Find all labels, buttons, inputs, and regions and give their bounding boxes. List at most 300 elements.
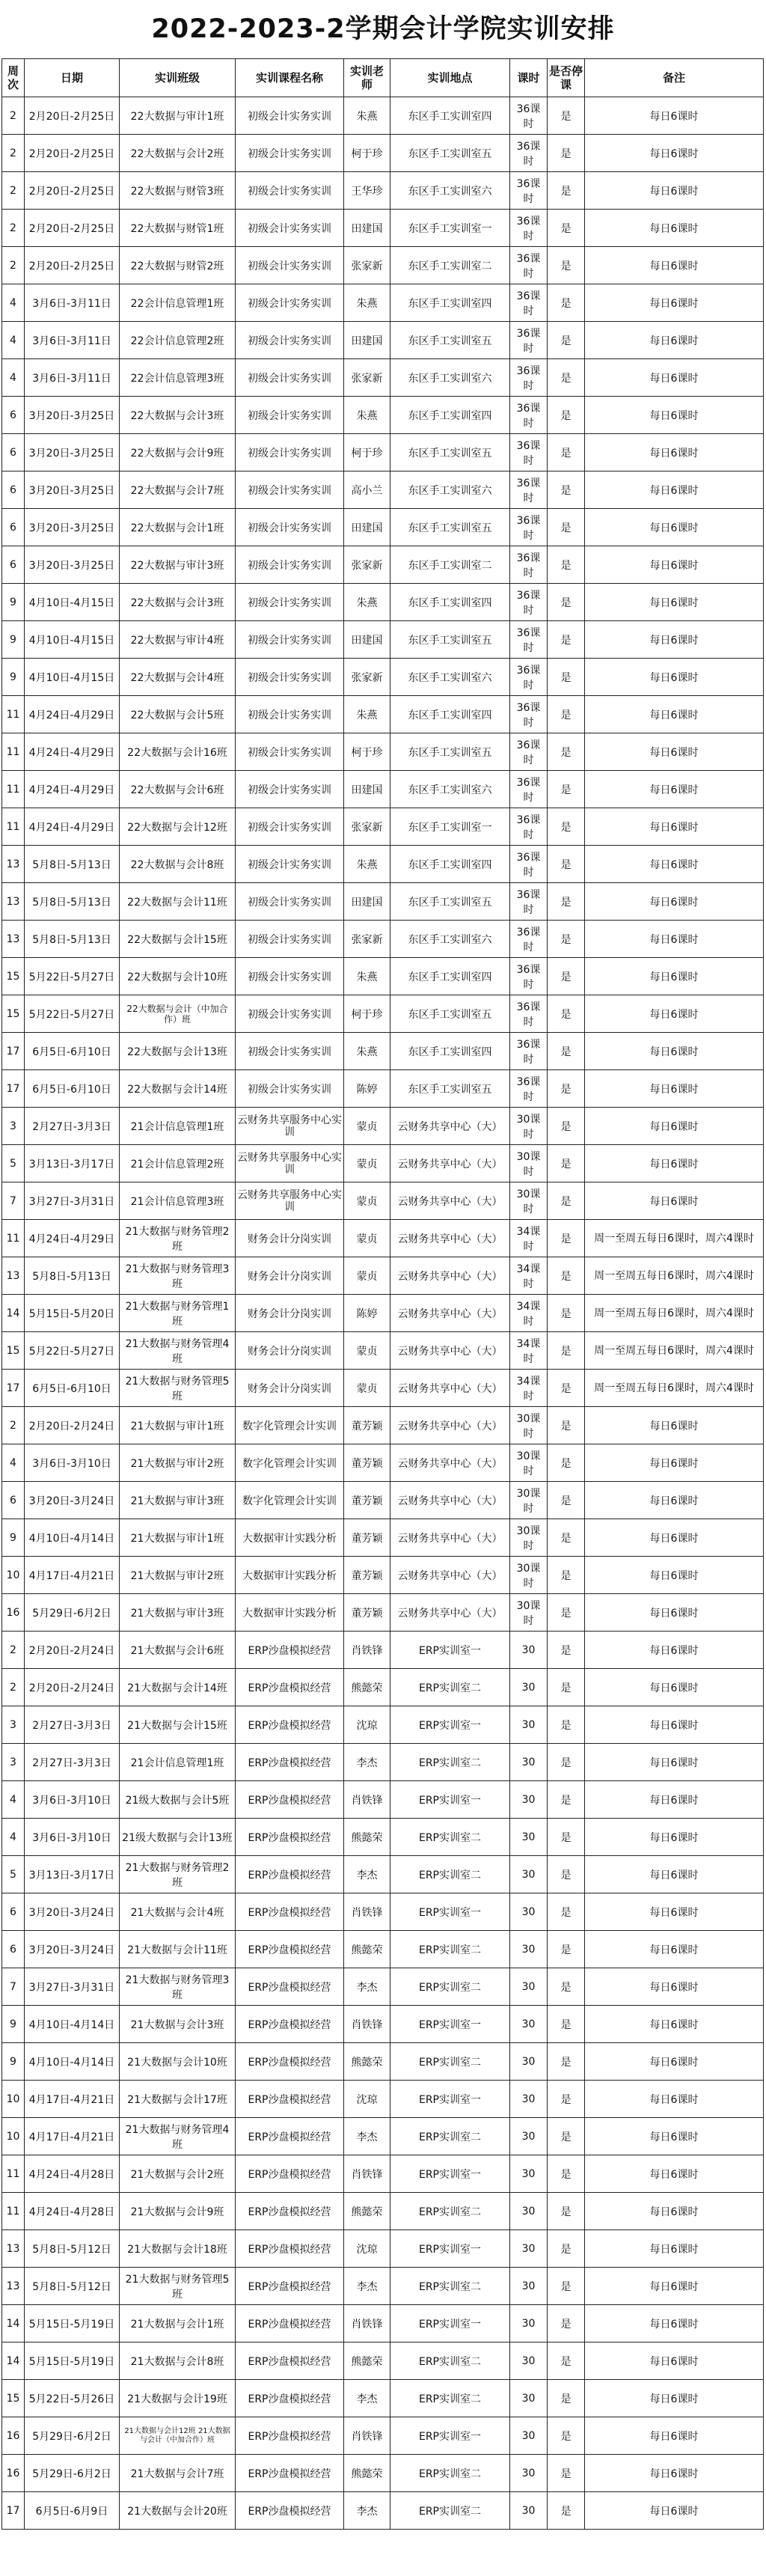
cell-week: 6 [2, 546, 25, 584]
cell-hours: 36课时 [510, 958, 548, 995]
cell-class: 22大数据与会计10班 [120, 958, 236, 995]
cell-hours: 30 [510, 2043, 548, 2081]
cell-hours: 30 [510, 1669, 548, 1706]
cell-location: ERP实训室二 [390, 2455, 510, 2492]
cell-class: 22大数据与会计8班 [120, 846, 236, 883]
cell-course: ERP沙盘模拟经营 [236, 1781, 344, 1819]
cell-date: 3月27日-3月31日 [25, 1968, 120, 2006]
table-row [2, 1332, 764, 1370]
cell-suspend: 是 [548, 1182, 585, 1220]
cell-course: 初级会计实务实训 [236, 359, 344, 397]
cell-date: 5月15日-5月19日 [25, 2342, 120, 2380]
cell-date: 5月22日-5月27日 [25, 1332, 120, 1370]
cell-teacher: 李杰 [344, 1744, 390, 1781]
cell-date: 4月24日-4月29日 [25, 696, 120, 733]
cell-location: 东区手工实训室四 [390, 584, 510, 621]
cell-hours: 30课时 [510, 1594, 548, 1632]
cell-hours: 30课时 [510, 1519, 548, 1557]
table-row [2, 322, 764, 359]
cell-remark: 每日6课时 [585, 135, 764, 172]
table-row [2, 210, 764, 247]
cell-date: 5月22日-5月27日 [25, 995, 120, 1033]
cell-hours: 30课时 [510, 1444, 548, 1482]
cell-remark: 每日6课时 [585, 1182, 764, 1220]
table-row [2, 1370, 764, 1407]
cell-class: 21大数据与财务管理1班 [120, 1295, 236, 1332]
cell-remark: 每日6课时 [585, 1519, 764, 1557]
cell-remark: 每日6课时 [585, 471, 764, 509]
cell-suspend: 是 [548, 434, 585, 471]
cell-suspend: 是 [548, 1856, 585, 1893]
cell-suspend: 是 [548, 135, 585, 172]
cell-class: 21大数据与会计9班 [120, 2193, 236, 2230]
table-row [2, 2455, 764, 2492]
cell-suspend: 是 [548, 808, 585, 846]
cell-class: 22大数据与财管2班 [120, 247, 236, 284]
table-row [2, 808, 764, 846]
table-row [2, 2492, 764, 2530]
cell-date: 4月24日-4月29日 [25, 771, 120, 808]
cell-remark: 每日6课时 [585, 1033, 764, 1070]
column-header-week: 周次 [2, 59, 25, 97]
cell-class: 21大数据与财务管理3班 [120, 1257, 236, 1295]
cell-week: 2 [2, 1669, 25, 1706]
cell-date: 2月20日-2月24日 [25, 1632, 120, 1669]
cell-class: 21会计信息管理2班 [120, 1145, 236, 1182]
cell-suspend: 是 [548, 1557, 585, 1594]
cell-course: ERP沙盘模拟经营 [236, 1706, 344, 1744]
cell-week: 4 [2, 1819, 25, 1856]
cell-suspend: 是 [548, 1257, 585, 1295]
cell-teacher: 朱燕 [344, 397, 390, 434]
cell-hours: 30 [510, 1931, 548, 1968]
cell-date: 3月13日-3月17日 [25, 1856, 120, 1893]
table-row [2, 2417, 764, 2455]
cell-suspend: 是 [548, 97, 585, 135]
cell-remark: 周一至周五每日6课时，周六4课时 [585, 1370, 764, 1407]
cell-week: 10 [2, 1557, 25, 1594]
cell-class: 21会计信息管理1班 [120, 1108, 236, 1145]
cell-remark: 每日6课时 [585, 2455, 764, 2492]
cell-remark: 周一至周五每日6课时，周六4课时 [585, 1332, 764, 1370]
table-row [2, 1108, 764, 1145]
cell-week: 6 [2, 471, 25, 509]
cell-teacher: 柯于珍 [344, 135, 390, 172]
cell-course: 数字化管理会计实训 [236, 1444, 344, 1482]
cell-remark: 每日6课时 [585, 1669, 764, 1706]
cell-location: ERP实训室一 [390, 2081, 510, 2118]
cell-remark: 每日6课时 [585, 584, 764, 621]
table-row [2, 359, 764, 397]
cell-date: 4月17日-4月21日 [25, 2118, 120, 2155]
cell-week: 5 [2, 1856, 25, 1893]
cell-remark: 每日6课时 [585, 2081, 764, 2118]
cell-location: 东区手工实训室一 [390, 808, 510, 846]
cell-week: 17 [2, 2492, 25, 2530]
table-row [2, 1295, 764, 1332]
table-row [2, 97, 764, 135]
cell-teacher: 肖铁锋 [344, 2155, 390, 2193]
cell-remark: 每日6课时 [585, 659, 764, 696]
cell-location: 东区手工实训室四 [390, 846, 510, 883]
cell-location: 东区手工实训室四 [390, 97, 510, 135]
cell-location: ERP实训室一 [390, 2230, 510, 2268]
cell-course: ERP沙盘模拟经营 [236, 2417, 344, 2455]
cell-location: 东区手工实训室五 [390, 883, 510, 921]
cell-week: 13 [2, 2230, 25, 2268]
cell-suspend: 是 [548, 1744, 585, 1781]
cell-week: 6 [2, 1893, 25, 1931]
cell-teacher: 朱燕 [344, 958, 390, 995]
cell-course: ERP沙盘模拟经营 [236, 2380, 344, 2417]
cell-course: 初级会计实务实训 [236, 471, 344, 509]
cell-remark: 每日6课时 [585, 696, 764, 733]
cell-hours: 30 [510, 2081, 548, 2118]
cell-hours: 36课时 [510, 808, 548, 846]
cell-suspend: 是 [548, 2342, 585, 2380]
cell-week: 15 [2, 1332, 25, 1370]
cell-week: 2 [2, 210, 25, 247]
cell-week: 3 [2, 1108, 25, 1145]
cell-course: ERP沙盘模拟经营 [236, 2342, 344, 2380]
cell-suspend: 是 [548, 883, 585, 921]
cell-remark: 每日6课时 [585, 921, 764, 958]
column-header-course: 实训课程名称 [236, 59, 344, 97]
cell-remark: 每日6课时 [585, 247, 764, 284]
cell-location: ERP实训室二 [390, 1968, 510, 2006]
cell-date: 6月5日-6月10日 [25, 1033, 120, 1070]
cell-remark: 每日6课时 [585, 359, 764, 397]
cell-suspend: 是 [548, 1968, 585, 2006]
cell-location: 东区手工实训室六 [390, 172, 510, 210]
cell-date: 4月17日-4月21日 [25, 1557, 120, 1594]
cell-week: 2 [2, 97, 25, 135]
cell-location: 东区手工实训室二 [390, 546, 510, 584]
cell-suspend: 是 [548, 1407, 585, 1444]
table-row [2, 1145, 764, 1182]
column-header-hours: 课时 [510, 59, 548, 97]
cell-hours: 36课时 [510, 696, 548, 733]
cell-location: ERP实训室一 [390, 1781, 510, 1819]
cell-class: 22大数据与会计16班 [120, 733, 236, 771]
cell-remark: 每日6课时 [585, 1856, 764, 1893]
cell-hours: 36课时 [510, 284, 548, 322]
table-row [2, 1407, 764, 1444]
cell-week: 11 [2, 808, 25, 846]
cell-course: 初级会计实务实训 [236, 247, 344, 284]
cell-remark: 周一至周五每日6课时，周六4课时 [585, 1257, 764, 1295]
cell-suspend: 是 [548, 921, 585, 958]
table-row [2, 846, 764, 883]
cell-date: 6月5日-6月10日 [25, 1070, 120, 1108]
cell-course: 大数据审计实践分析 [236, 1557, 344, 1594]
cell-date: 5月8日-5月13日 [25, 883, 120, 921]
cell-suspend: 是 [548, 2492, 585, 2530]
cell-date: 3月20日-3月25日 [25, 397, 120, 434]
cell-teacher: 李杰 [344, 2380, 390, 2417]
cell-week: 17 [2, 1033, 25, 1070]
cell-suspend: 是 [548, 584, 585, 621]
cell-class: 22大数据与会计3班 [120, 584, 236, 621]
cell-remark: 每日6课时 [585, 1819, 764, 1856]
cell-teacher: 李杰 [344, 2492, 390, 2530]
cell-hours: 30 [510, 2230, 548, 2268]
cell-suspend: 是 [548, 2081, 585, 2118]
cell-teacher: 熊懿荣 [344, 1669, 390, 1706]
cell-suspend: 是 [548, 1706, 585, 1744]
cell-suspend: 是 [548, 659, 585, 696]
table-row [2, 1706, 764, 1744]
cell-date: 5月22日-5月26日 [25, 2380, 120, 2417]
cell-location: 东区手工实训室五 [390, 1070, 510, 1108]
cell-suspend: 是 [548, 397, 585, 434]
cell-location: ERP实训室二 [390, 2492, 510, 2530]
cell-suspend: 是 [548, 2193, 585, 2230]
cell-location: 云财务共享中心（大） [390, 1295, 510, 1332]
cell-remark: 每日6课时 [585, 771, 764, 808]
cell-course: 初级会计实务实训 [236, 509, 344, 546]
cell-hours: 30 [510, 2380, 548, 2417]
cell-hours: 30课时 [510, 1557, 548, 1594]
cell-hours: 36课时 [510, 471, 548, 509]
cell-remark: 每日6课时 [585, 1893, 764, 1931]
cell-suspend: 是 [548, 2230, 585, 2268]
cell-suspend: 是 [548, 1108, 585, 1145]
cell-date: 5月8日-5月12日 [25, 2230, 120, 2268]
cell-hours: 30 [510, 2155, 548, 2193]
column-header-date: 日期 [25, 59, 120, 97]
cell-hours: 30课时 [510, 1182, 548, 1220]
cell-date: 5月8日-5月13日 [25, 921, 120, 958]
cell-course: ERP沙盘模拟经营 [236, 1968, 344, 2006]
cell-class: 22大数据与会计13班 [120, 1033, 236, 1070]
cell-week: 14 [2, 1295, 25, 1332]
cell-class: 22大数据与会计11班 [120, 883, 236, 921]
cell-course: 数字化管理会计实训 [236, 1407, 344, 1444]
cell-location: 东区手工实训室四 [390, 958, 510, 995]
cell-date: 5月22日-5月27日 [25, 958, 120, 995]
cell-remark: 每日6课时 [585, 210, 764, 247]
cell-class: 22大数据与会计4班 [120, 659, 236, 696]
cell-location: 东区手工实训室五 [390, 434, 510, 471]
cell-location: 东区手工实训室五 [390, 322, 510, 359]
cell-hours: 30 [510, 1856, 548, 1893]
cell-teacher: 肖铁锋 [344, 2006, 390, 2043]
cell-class: 21大数据与审计2班 [120, 1557, 236, 1594]
cell-date: 5月8日-5月13日 [25, 846, 120, 883]
cell-class: 21大数据与审计3班 [120, 1594, 236, 1632]
table-row [2, 696, 764, 733]
cell-week: 4 [2, 284, 25, 322]
cell-course: ERP沙盘模拟经营 [236, 2006, 344, 2043]
cell-class: 21级大数据与会计5班 [120, 1781, 236, 1819]
cell-week: 14 [2, 2342, 25, 2380]
cell-suspend: 是 [548, 1931, 585, 1968]
cell-date: 4月10日-4月14日 [25, 1519, 120, 1557]
cell-course: ERP沙盘模拟经营 [236, 1856, 344, 1893]
cell-date: 2月20日-2月24日 [25, 1407, 120, 1444]
cell-location: 东区手工实训室五 [390, 135, 510, 172]
cell-location: ERP实训室二 [390, 1744, 510, 1781]
cell-week: 16 [2, 2417, 25, 2455]
cell-location: ERP实训室二 [390, 2268, 510, 2305]
cell-suspend: 是 [548, 1370, 585, 1407]
cell-teacher: 李杰 [344, 2118, 390, 2155]
cell-class: 22大数据与会计7班 [120, 471, 236, 509]
cell-hours: 30 [510, 2193, 548, 2230]
cell-week: 11 [2, 1220, 25, 1257]
cell-hours: 30 [510, 1744, 548, 1781]
table-row [2, 1444, 764, 1482]
table-row [2, 1632, 764, 1669]
cell-location: ERP实训室一 [390, 1632, 510, 1669]
cell-class: 21大数据与财务管理2班 [120, 1856, 236, 1893]
cell-hours: 36课时 [510, 995, 548, 1033]
cell-suspend: 是 [548, 2417, 585, 2455]
cell-class: 21级大数据与会计13班 [120, 1819, 236, 1856]
cell-hours: 34课时 [510, 1220, 548, 1257]
cell-date: 3月20日-3月25日 [25, 434, 120, 471]
cell-week: 3 [2, 1706, 25, 1744]
cell-remark: 每日6课时 [585, 1145, 764, 1182]
cell-suspend: 是 [548, 1893, 585, 1931]
cell-teacher: 蒙贞 [344, 1145, 390, 1182]
cell-hours: 34课时 [510, 1370, 548, 1407]
cell-course: ERP沙盘模拟经营 [236, 1744, 344, 1781]
cell-teacher: 熊懿荣 [344, 1819, 390, 1856]
table-row [2, 1182, 764, 1220]
table-row [2, 1482, 764, 1519]
cell-teacher: 张家新 [344, 247, 390, 284]
cell-course: 初级会计实务实训 [236, 1033, 344, 1070]
cell-date: 2月20日-2月25日 [25, 172, 120, 210]
cell-location: ERP实训室二 [390, 2380, 510, 2417]
cell-remark: 每日6课时 [585, 1482, 764, 1519]
table-row [2, 1519, 764, 1557]
cell-remark: 每日6课时 [585, 1070, 764, 1108]
table-row [2, 1781, 764, 1819]
cell-remark: 每日6课时 [585, 509, 764, 546]
cell-course: 数字化管理会计实训 [236, 1482, 344, 1519]
cell-location: ERP实训室二 [390, 1931, 510, 1968]
cell-class: 21大数据与会计1班 [120, 2305, 236, 2342]
cell-suspend: 是 [548, 621, 585, 659]
cell-hours: 36课时 [510, 434, 548, 471]
cell-hours: 30课时 [510, 1145, 548, 1182]
table-row [2, 172, 764, 210]
cell-remark: 每日6课时 [585, 1444, 764, 1482]
cell-location: 东区手工实训室六 [390, 659, 510, 696]
cell-class: 21大数据与财务管理2班 [120, 1220, 236, 1257]
cell-hours: 30 [510, 1632, 548, 1669]
cell-location: ERP实训室一 [390, 2155, 510, 2193]
cell-teacher: 董芳颖 [344, 1482, 390, 1519]
cell-teacher: 董芳颖 [344, 1407, 390, 1444]
cell-date: 6月5日-6月9日 [25, 2492, 120, 2530]
cell-week: 9 [2, 2006, 25, 2043]
table-row [2, 2230, 764, 2268]
cell-date: 5月8日-5月13日 [25, 1257, 120, 1295]
cell-suspend: 是 [548, 1070, 585, 1108]
cell-teacher: 田建国 [344, 621, 390, 659]
cell-teacher: 蒙贞 [344, 1108, 390, 1145]
table-row [2, 2193, 764, 2230]
cell-location: 云财务共享中心（大） [390, 1332, 510, 1370]
cell-teacher: 蒙贞 [344, 1257, 390, 1295]
cell-week: 10 [2, 2118, 25, 2155]
cell-hours: 36课时 [510, 584, 548, 621]
cell-location: 云财务共享中心（大） [390, 1182, 510, 1220]
cell-class: 22大数据与会计1班 [120, 509, 236, 546]
cell-date: 3月20日-3月24日 [25, 1931, 120, 1968]
cell-course: ERP沙盘模拟经营 [236, 2455, 344, 2492]
cell-class: 22大数据与审计4班 [120, 621, 236, 659]
cell-week: 2 [2, 1632, 25, 1669]
cell-teacher: 肖铁锋 [344, 1632, 390, 1669]
cell-remark: 每日6课时 [585, 2043, 764, 2081]
table-row [2, 135, 764, 172]
table-row [2, 2305, 764, 2342]
cell-class: 21大数据与会计2班 [120, 2155, 236, 2193]
cell-week: 5 [2, 1145, 25, 1182]
cell-remark: 每日6课时 [585, 2268, 764, 2305]
cell-teacher: 肖铁锋 [344, 1781, 390, 1819]
cell-course: 初级会计实务实训 [236, 584, 344, 621]
cell-suspend: 是 [548, 958, 585, 995]
cell-hours: 30 [510, 1819, 548, 1856]
table-row [2, 1070, 764, 1108]
table-row [2, 621, 764, 659]
cell-remark: 每日6课时 [585, 1407, 764, 1444]
cell-remark: 每日6课时 [585, 2305, 764, 2342]
cell-date: 4月10日-4月15日 [25, 621, 120, 659]
cell-suspend: 是 [548, 471, 585, 509]
cell-remark: 每日6课时 [585, 2342, 764, 2380]
cell-date: 3月20日-3月24日 [25, 1893, 120, 1931]
cell-location: 东区手工实训室五 [390, 733, 510, 771]
cell-remark: 每日6课时 [585, 397, 764, 434]
cell-week: 9 [2, 2043, 25, 2081]
cell-suspend: 是 [548, 210, 585, 247]
cell-location: 东区手工实训室五 [390, 509, 510, 546]
cell-week: 11 [2, 733, 25, 771]
cell-location: 云财务共享中心（大） [390, 1220, 510, 1257]
cell-date: 5月29日-6月2日 [25, 2455, 120, 2492]
cell-week: 4 [2, 359, 25, 397]
cell-hours: 30 [510, 1706, 548, 1744]
cell-week: 9 [2, 659, 25, 696]
cell-course: ERP沙盘模拟经营 [236, 1893, 344, 1931]
cell-location: 东区手工实训室五 [390, 621, 510, 659]
cell-teacher: 朱燕 [344, 1033, 390, 1070]
cell-suspend: 是 [548, 509, 585, 546]
cell-date: 4月10日-4月15日 [25, 659, 120, 696]
cell-hours: 30课时 [510, 1482, 548, 1519]
cell-week: 2 [2, 135, 25, 172]
cell-course: 初级会计实务实训 [236, 97, 344, 135]
cell-location: 云财务共享中心（大） [390, 1257, 510, 1295]
cell-location: ERP实训室二 [390, 1819, 510, 1856]
cell-teacher: 董芳颖 [344, 1444, 390, 1482]
cell-teacher: 董芳颖 [344, 1519, 390, 1557]
cell-date: 3月27日-3月31日 [25, 1182, 120, 1220]
cell-class: 22大数据与会计（中加合作）班 [120, 995, 236, 1033]
table-row [2, 397, 764, 434]
cell-course: 云财务共享服务中心实训 [236, 1182, 344, 1220]
cell-week: 15 [2, 958, 25, 995]
cell-teacher: 柯于珍 [344, 733, 390, 771]
cell-week: 16 [2, 2455, 25, 2492]
